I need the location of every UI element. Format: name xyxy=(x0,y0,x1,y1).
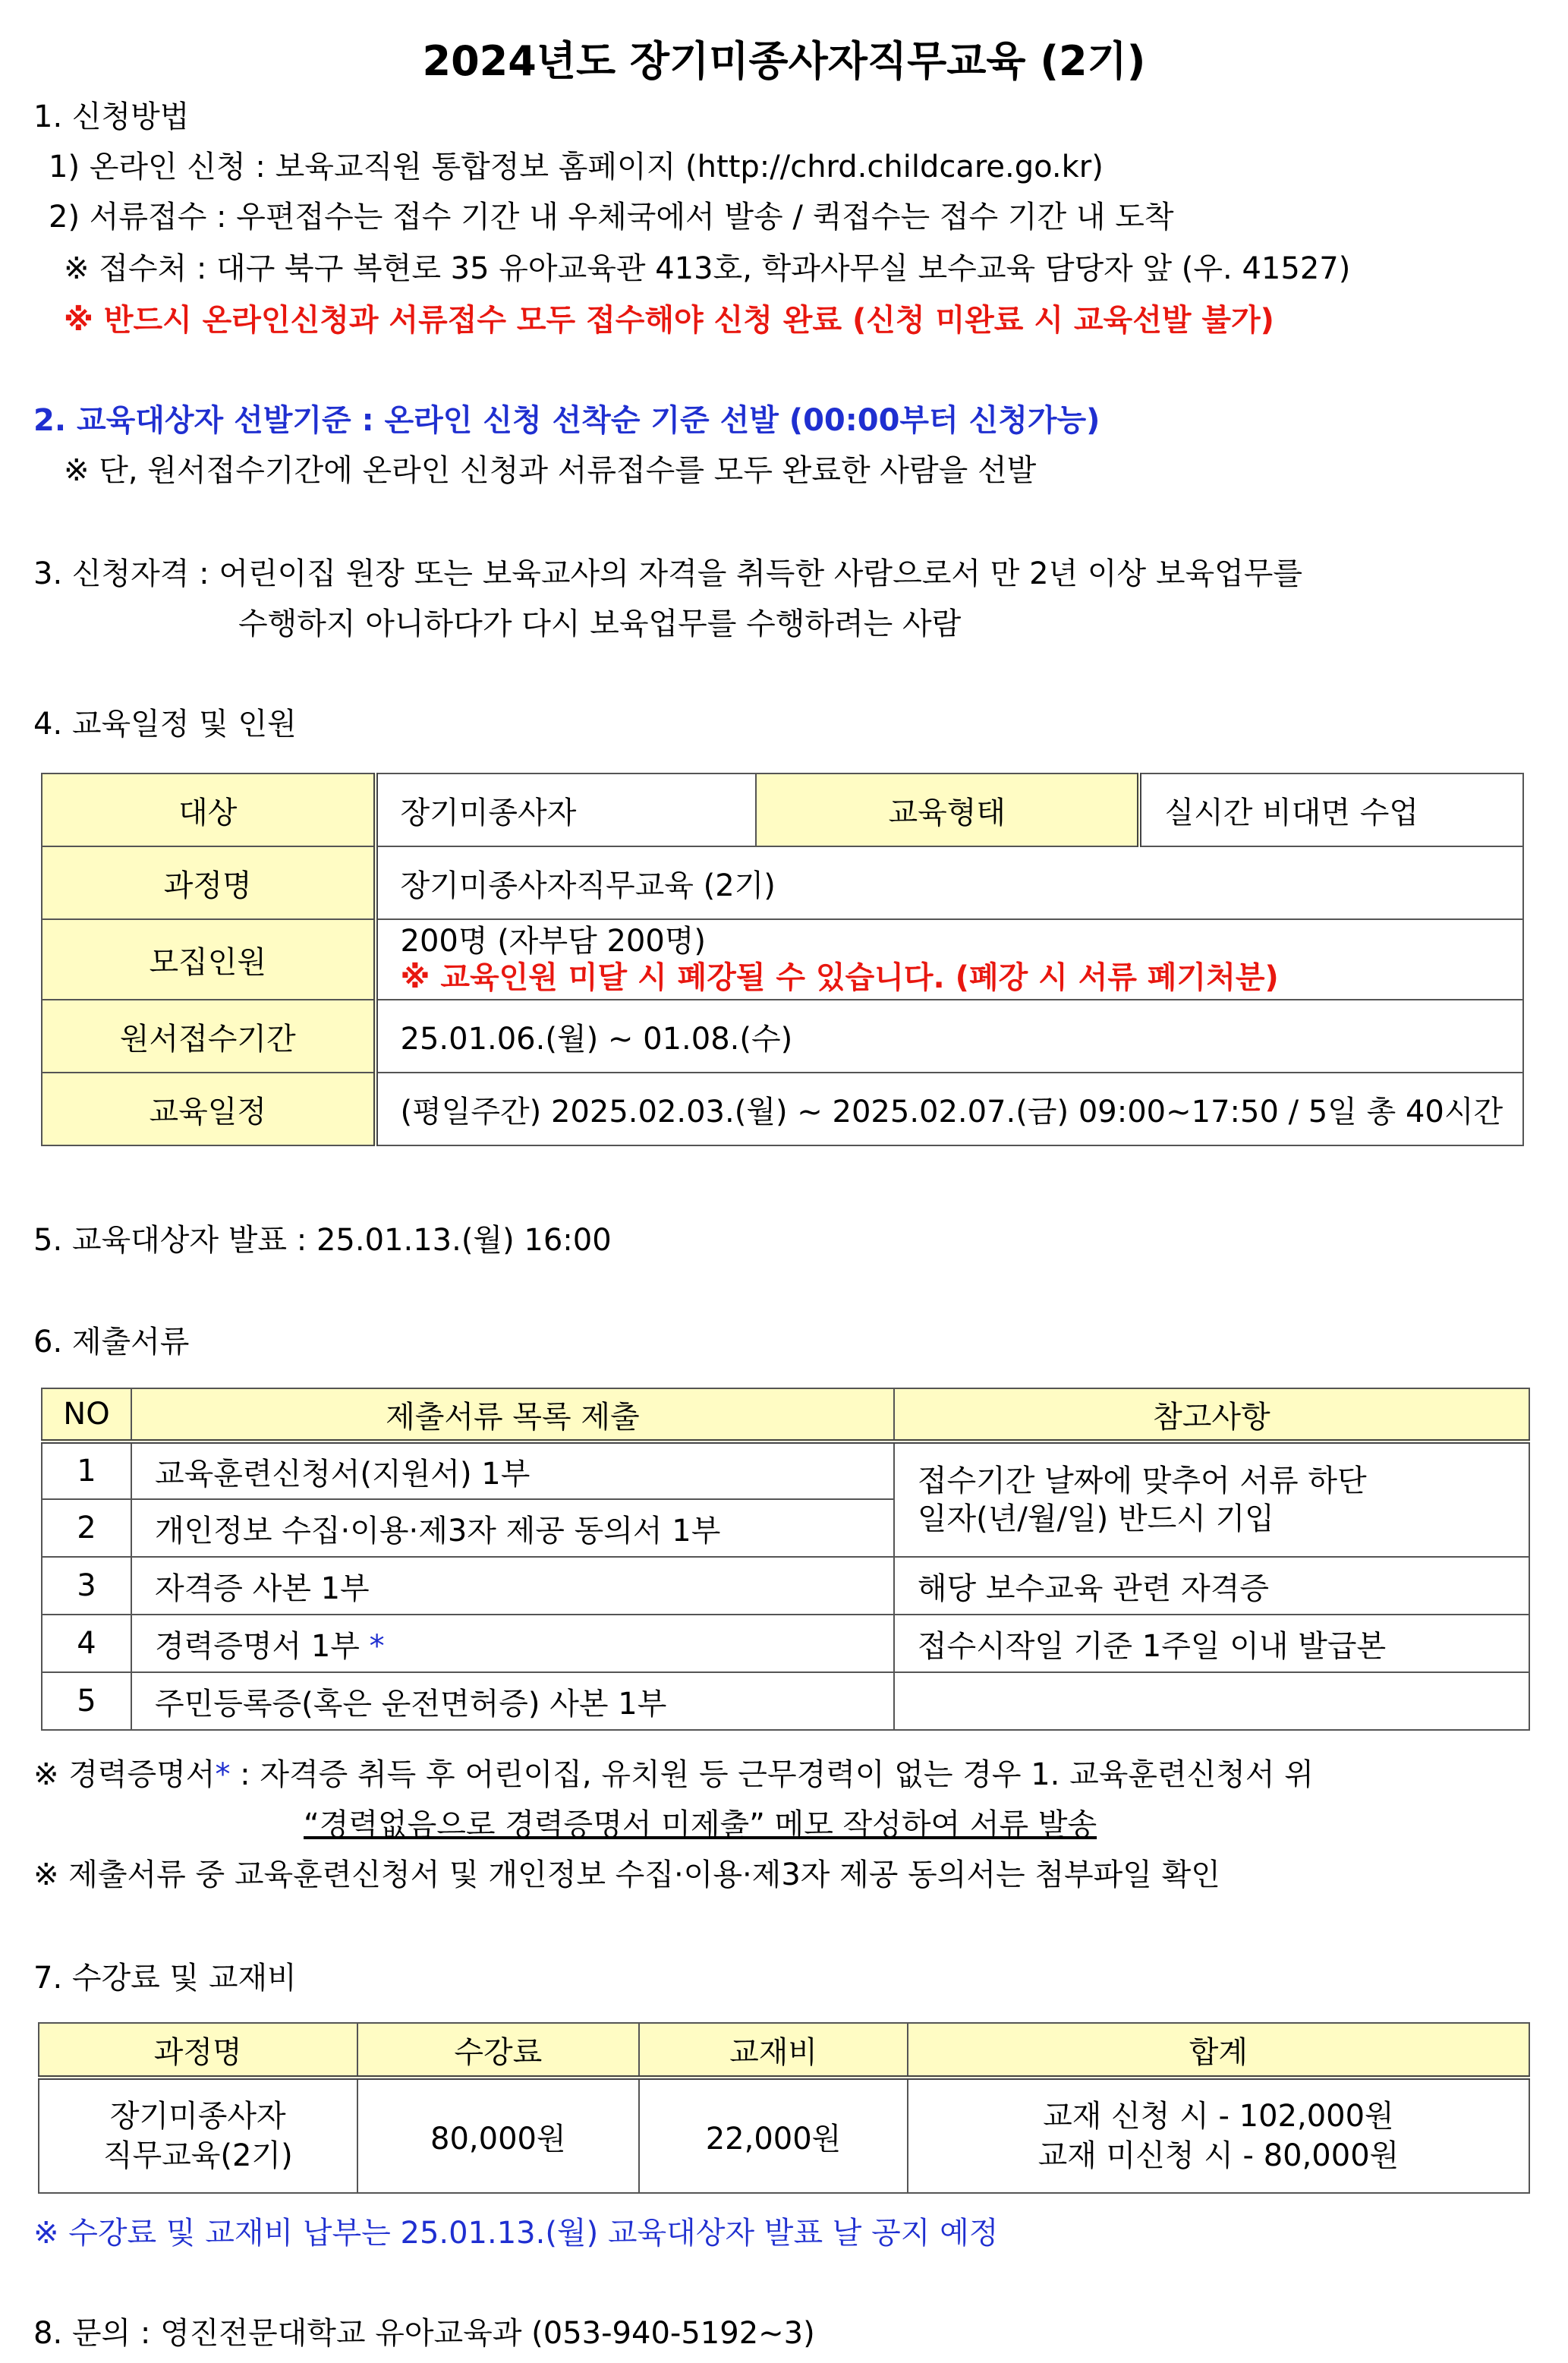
section-1-item-documents: 2) 서류접수 : 우편접수는 접수 기간 내 우체국에서 발송 / 퀵접수는 접수 기간 내 도착 xyxy=(49,200,1174,235)
doc-ref: 해당 보수교육 관련 자격증 xyxy=(894,1557,1529,1615)
section-6-heading: 6. 제출서류 xyxy=(33,1325,190,1360)
fee-col-course: 과정명 xyxy=(39,2023,357,2078)
schedule-table xyxy=(41,773,1524,1146)
doc-no: 1 xyxy=(42,1441,131,1499)
recruit-value: 200명 (자부담 200명) xyxy=(400,924,707,959)
section-6-note-1 xyxy=(33,1756,1314,1793)
doc-ref-merged-line-1: 접수기간 날짜에 맞추어 서류 하단 xyxy=(917,1463,1367,1498)
section-6-note-2: ※ 제출서류 중 교육훈련신청서 및 개인정보 수집·이용·제3자 제공 동의서는 첨부파일 확인 xyxy=(33,1857,1220,1892)
target-label: 대상 xyxy=(42,773,376,846)
note-1-prefix: ※ 경력증명서 xyxy=(33,1757,216,1792)
section-7-heading: 7. 수강료 및 교재비 xyxy=(33,1961,297,1996)
doc-name-cell xyxy=(131,1615,894,1672)
doc-name: 자격증 사본 1부 xyxy=(131,1557,894,1615)
target-value: 장기미종사자 xyxy=(376,773,757,846)
fee-col-total: 합계 xyxy=(908,2023,1529,2078)
fee-col-fee: 수강료 xyxy=(357,2023,640,2078)
col-no: NO xyxy=(42,1388,131,1441)
doc-name: 교육훈련신청서(지원서) 1부 xyxy=(131,1441,894,1499)
recruit-label: 모집인원 xyxy=(42,919,376,1000)
format-value: 실시간 비대면 수업 xyxy=(1139,773,1523,846)
recruit-cell xyxy=(376,919,1524,1000)
doc-no: 4 xyxy=(42,1615,131,1672)
col-docs: 제출서류 목록 제출 xyxy=(131,1388,894,1441)
section-1-note-address: ※ 접수처 : 대구 북구 복현로 35 유아교육관 413호, 학과사무실 보수교육 담당자 앞 (우. 41527) xyxy=(64,251,1351,286)
section-2-note: ※ 단, 원서접수기간에 온라인 신청과 서류접수를 모두 완료한 사람을 선발 xyxy=(64,453,1037,488)
fee-course-line-2: 직무교육(2기) xyxy=(102,2138,293,2173)
section-2-heading: 2. 교육대상자 선발기준 : 온라인 신청 선착순 기준 선발 (00:00부터 신청가능) xyxy=(33,403,1100,438)
section-3-line-1: 3. 신청자격 : 어린이집 원장 또는 보육교사의 자격을 취득한 사람으로서 만 2년 이상 보육업무를 xyxy=(33,556,1303,591)
fee-course-cell xyxy=(39,2078,357,2193)
course-label: 과정명 xyxy=(42,846,376,919)
section-1-heading: 1. 신청방법 xyxy=(33,99,190,134)
fee-col-book: 교재비 xyxy=(639,2023,908,2078)
doc-name: 경력증명서 1부 xyxy=(154,1628,360,1664)
total-line-1: 교재 신청 시 - 102,000원 xyxy=(1043,2099,1394,2134)
format-label: 교육형태 xyxy=(756,773,1139,846)
document-title: 2024년도 장기미종사자직무교육 (2기) xyxy=(422,37,1146,85)
recruit-note: ※ 교육인원 미달 시 폐강될 수 있습니다. (폐강 시 서류 폐기처분) xyxy=(400,960,1279,995)
doc-ref-merged xyxy=(894,1441,1529,1557)
documents-table xyxy=(41,1388,1530,1731)
section-6-note-1-line-2: “경력없음으로 경력증명서 미제출” 메모 작성하여 서류 발송 xyxy=(304,1807,1097,1842)
section-3-line-2: 수행하지 아니하다가 다시 보육업무를 수행하려는 사람 xyxy=(238,607,962,641)
note-1-text: : 자격증 취득 후 어린이집, 유치원 등 근무경력이 없는 경우 1. 교육훈련신청서 위 xyxy=(230,1757,1314,1792)
doc-ref: 접수시작일 기준 1주일 이내 발급본 xyxy=(894,1615,1529,1672)
fee-value: 80,000원 xyxy=(357,2078,640,2193)
section-8-contact: 8. 문의 : 영진전문대학교 유아교육과 (053-940-5192~3) xyxy=(33,2316,815,2351)
doc-no: 5 xyxy=(42,1672,131,1730)
period-value: 25.01.06.(월) ~ 01.08.(수) xyxy=(376,1000,1524,1073)
note-1-asterisk: * xyxy=(215,1757,231,1792)
section-4-heading: 4. 교육일정 및 인원 xyxy=(33,707,297,742)
section-1-item-online: 1) 온라인 신청 : 보육교직원 통합정보 홈페이지 (http://chrd.childcare.go.kr) xyxy=(49,150,1104,184)
course-value: 장기미종사자직무교육 (2기) xyxy=(376,846,1524,919)
total-cell xyxy=(908,2078,1529,2193)
doc-no: 2 xyxy=(42,1499,131,1557)
doc-name: 개인정보 수집·이용·제3자 제공 동의서 1부 xyxy=(131,1499,894,1557)
section-5-announcement: 5. 교육대상자 발표 : 25.01.13.(월) 16:00 xyxy=(33,1223,612,1258)
section-1-note-warning: ※ 반드시 온라인신청과 서류접수 모두 접수해야 신청 완료 (신청 미완료 시 교육선발 불가) xyxy=(64,303,1274,338)
fee-course-line-1: 장기미종사자 xyxy=(109,2099,286,2134)
book-value: 22,000원 xyxy=(639,2078,908,2193)
doc-name: 주민등록증(혹은 운전면허증) 사본 1부 xyxy=(131,1672,894,1730)
fee-table xyxy=(38,2022,1530,2194)
period-label: 원서접수기간 xyxy=(42,1000,376,1073)
section-7-note: ※ 수강료 및 교재비 납부는 25.01.13.(월) 교육대상자 발표 날 공지 예정 xyxy=(33,2216,999,2251)
schedule-label: 교육일정 xyxy=(42,1073,376,1145)
col-ref: 참고사항 xyxy=(894,1388,1529,1441)
doc-ref xyxy=(894,1672,1529,1730)
doc-no: 3 xyxy=(42,1557,131,1615)
total-line-2: 교재 미신청 시 - 80,000원 xyxy=(1037,2138,1400,2173)
doc-ref-merged-line-2: 일자(년/월/일) 반드시 기입 xyxy=(917,1501,1274,1536)
asterisk-mark: * xyxy=(369,1628,385,1664)
schedule-value: (평일주간) 2025.02.03.(월) ~ 2025.02.07.(금) 09:00~17:50 / 5일 총 40시간 xyxy=(376,1073,1524,1145)
